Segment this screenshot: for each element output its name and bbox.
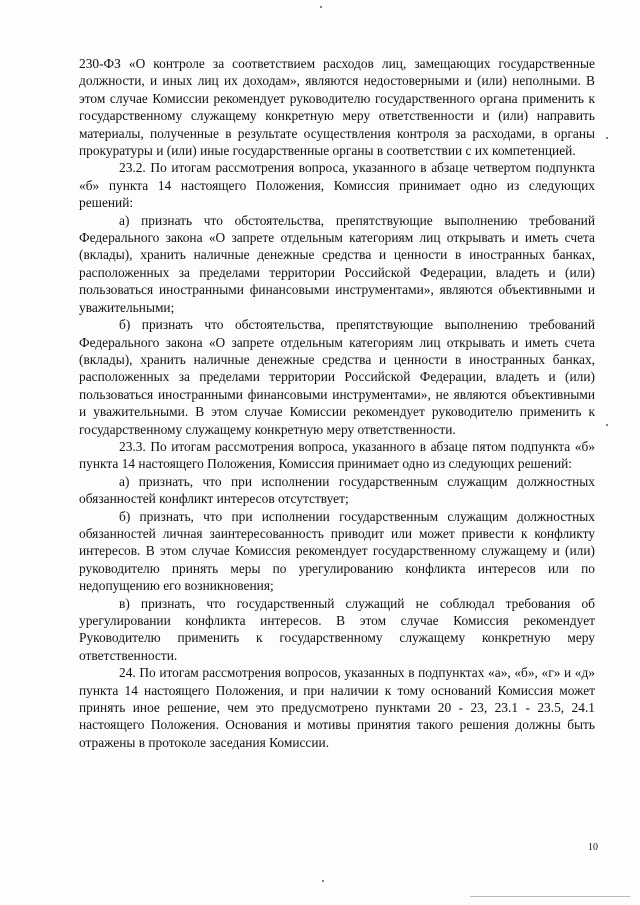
paragraph-23-3: 23.3. По итогам рассмотрения вопроса, указанного в абзаце пятом подпункта «б» пункта 14 настоящего Положения, Комиссия принимает одно из следующих решений:	[79, 438, 595, 472]
scan-speck	[320, 6, 322, 8]
scan-speck	[322, 880, 324, 882]
paragraph-23-3-a: а) признать, что при исполнении государственным служащим должностных обязанностей конфликт интересов отсутствует;	[79, 473, 595, 507]
paragraph-continuation: 230-ФЗ «О контроле за соответствием расходов лиц, замещающих государственные должности, и иных лиц их доходам», являются недостоверными и (или) неполными. В этом случае Комиссии рекомендует руководителю государственного органа применить к государственному служащему конкретную меру ответственности и (или) направить материалы, полученные в результате осуществления контроля за расходами, в органы прокуратуры и (или) иные государственные органы в соответствии с их компетенцией.	[79, 56, 595, 159]
document-body	[79, 55, 595, 751]
scan-edge-line	[470, 896, 630, 897]
page-number: 10	[588, 842, 598, 853]
paragraph-23-3-b: б) признать, что при исполнении государственным служащим должностных обязанностей личная заинтересованность приводит или может привести к конфликту интересов. В этом случае Комиссия рекомендует государственному служащему и (или) руководителю принять меры по урегулированию конфликта интересов или по недопущению его возникновения;	[79, 508, 595, 594]
scan-speck	[606, 137, 608, 139]
paragraph-23-2-a: а) признать что обстоятельства, препятствующие выполнению требований Федерального закона «О запрете отдельным категориям лиц открывать и иметь счета (вклады), хранить наличные денежные средства и ценности в иностранных банках, расположенных за пределами территории Российской Федерации, владеть и (или) пользоваться иностранными финансовыми инструментами», являются объективными и уважительными;	[79, 212, 595, 315]
paragraph-23-2-b: б) признать что обстоятельства, препятствующие выполнению требований Федерального закона «О запрете отдельным категориям лиц открывать и иметь счета (вклады), хранить наличные денежные средства и ценности в иностранных банках, расположенных за пределами территории Российской Федерации, владеть и (или) пользоваться иностранными финансовыми инструментами», не являются объективными и уважительными. В этом случае Комиссии рекомендует руководителю применить к государственному служащему конкретную меру ответственности.	[79, 317, 595, 437]
scan-speck	[606, 424, 608, 426]
paragraph-24: 24. По итогам рассмотрения вопросов, указанных в подпунктах «а», «б», «г» и «д» пункта 14 настоящего Положения, и при наличии к тому оснований Комиссия может принять иное решение, чем это предусмотрено пунктами 20 - 23, 23.1 - 23.5, 24.1 настоящего Положения. Основания и мотивы принятия такого решения должны быть отражены в протоколе заседания Комиссии.	[79, 665, 595, 750]
paragraph-23-3-v: в) признать, что государственный служащий не соблюдал требования об урегулировании конфликта интересов. В этом случае Комиссия рекомендует Руководителю применить к государственному служащему конкретную меру ответственности.	[79, 595, 595, 663]
paragraph-23-2: 23.2. По итогам рассмотрения вопроса, указанного в абзаце четвертом подпункта «б» пункта 14 настоящего Положения, Комиссия принимает одно из следующих решений:	[79, 160, 595, 211]
